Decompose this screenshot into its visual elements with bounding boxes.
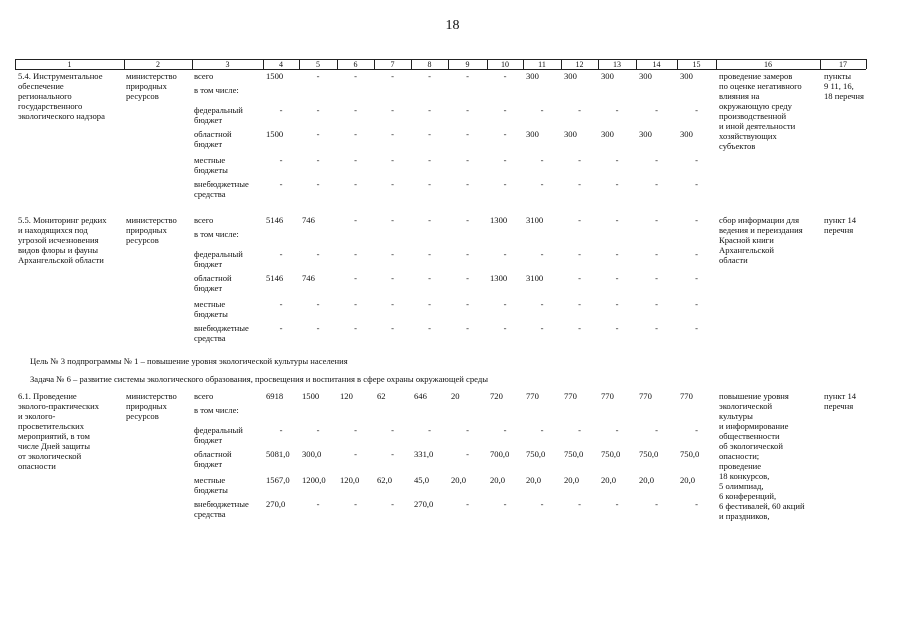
funding-value: - — [615, 215, 619, 225]
funding-value: - — [503, 155, 507, 165]
funding-value: - — [655, 179, 658, 189]
funding-value: - — [391, 71, 394, 81]
funding-value: - — [279, 155, 283, 165]
funding-source: в том числе: — [194, 229, 239, 239]
expected-result: и иной деятельности — [719, 121, 796, 131]
funding-value: - — [540, 105, 544, 115]
funding-value: - — [466, 155, 469, 165]
funding-source: областной — [194, 449, 232, 459]
funding-value: 20,0 — [490, 475, 506, 485]
funding-value: - — [466, 449, 469, 459]
funding-value: 1200,0 — [302, 475, 326, 485]
funding-value: - — [655, 323, 658, 333]
funding-value: 746 — [302, 215, 315, 225]
funding-value: - — [316, 155, 320, 165]
funding-value: 20,0 — [639, 475, 655, 485]
funding-value: - — [655, 425, 658, 435]
funding-source: в том числе: — [194, 405, 239, 415]
expected-result: проведение замеров — [719, 71, 793, 81]
funding-value: - — [695, 323, 698, 333]
funding-value: - — [279, 179, 283, 189]
funding-source: бюджеты — [194, 485, 228, 495]
funding-value: - — [503, 71, 507, 81]
funding-value: - — [428, 249, 431, 259]
expected-result: хозяйствующих — [719, 131, 777, 141]
funding-value: - — [503, 249, 507, 259]
funding-value: - — [428, 299, 431, 309]
funding-source: областной — [194, 129, 232, 139]
executor: природных — [126, 401, 167, 411]
funding-source: средства — [194, 189, 226, 199]
funding-value: - — [428, 425, 431, 435]
funding-value: - — [466, 179, 469, 189]
goal-heading: Цель № 3 подпрограммы № 1 – повышение уровня экологической культуры населения — [30, 356, 348, 366]
funding-value: 20,0 — [526, 475, 542, 485]
expected-result: 6 фестивалей, 60 акций — [719, 501, 805, 511]
funding-value: 646 — [414, 391, 427, 401]
funding-value: - — [391, 215, 394, 225]
expected-result: об экологической — [719, 441, 783, 451]
funding-value: - — [428, 273, 431, 283]
header-cell: 7 — [390, 59, 395, 69]
activity-name: просветительских — [18, 421, 85, 431]
funding-value: - — [695, 425, 698, 435]
funding-value: - — [578, 499, 581, 509]
funding-source: местные — [194, 155, 226, 165]
funding-value: - — [540, 425, 544, 435]
reference: перечня — [824, 225, 854, 235]
funding-value: - — [316, 323, 320, 333]
expected-result: проведение — [719, 461, 762, 471]
funding-value: 331,0 — [414, 449, 434, 459]
funding-value: 20,0 — [680, 475, 696, 485]
reference: пункт 14 — [824, 391, 857, 401]
activity-name: опасности — [18, 461, 56, 471]
funding-source: бюджет — [194, 115, 223, 125]
funding-value: - — [615, 323, 619, 333]
executor: министерство — [126, 215, 177, 225]
expected-result: повышение уровня — [719, 391, 789, 401]
funding-value: - — [615, 299, 619, 309]
activity-name: государственного — [18, 101, 83, 111]
funding-source: внебюджетные — [194, 323, 249, 333]
funding-value: 20 — [451, 391, 460, 401]
funding-value: - — [316, 425, 320, 435]
activity-name: обеспечение — [18, 81, 64, 91]
expected-result: ведения и переиздания — [719, 225, 803, 235]
funding-source: федеральный — [194, 425, 243, 435]
executor: министерство — [126, 71, 177, 81]
activity-name: 5.5. Мониторинг редких — [18, 215, 107, 225]
funding-source: областной — [194, 273, 232, 283]
funding-value: 20,0 — [601, 475, 617, 485]
header-cell: 12 — [575, 59, 584, 69]
funding-value: - — [540, 499, 544, 509]
funding-value: - — [354, 323, 357, 333]
header-col-divider — [866, 59, 867, 69]
header-cell: 15 — [692, 59, 701, 69]
funding-value: - — [391, 105, 394, 115]
funding-source: внебюджетные — [194, 499, 249, 509]
expected-result: 18 конкурсов, — [719, 471, 770, 481]
funding-value: - — [540, 299, 544, 309]
funding-value: - — [391, 449, 394, 459]
header-cell: 9 — [465, 59, 470, 69]
funding-value: - — [391, 249, 394, 259]
funding-value: - — [354, 425, 357, 435]
funding-value: - — [316, 499, 320, 509]
funding-value: 120,0 — [340, 475, 360, 485]
funding-value: - — [354, 499, 357, 509]
funding-value: 770 — [680, 391, 693, 401]
header-cell: 17 — [839, 59, 847, 69]
funding-source: внебюджетные — [194, 179, 249, 189]
funding-value: - — [466, 299, 469, 309]
funding-value: - — [578, 179, 581, 189]
executor: ресурсов — [126, 411, 159, 421]
expected-result: влияния на — [719, 91, 760, 101]
task-heading: Задача № 6 – развитие системы экологического образования, просвещения и воспитания в сфере охраны окружающей среды — [30, 374, 488, 384]
funding-value: 1567,0 — [266, 475, 290, 485]
funding-value: - — [615, 155, 619, 165]
funding-value: 300 — [680, 71, 693, 81]
reference: пункты — [824, 71, 852, 81]
funding-source: всего — [194, 391, 214, 401]
expected-result: окружающую среду — [719, 101, 792, 111]
funding-value: - — [428, 155, 431, 165]
header-bottom-border — [15, 69, 866, 70]
funding-value: - — [695, 179, 698, 189]
expected-result: 5 олимпиад, — [719, 481, 764, 491]
funding-value: - — [354, 71, 357, 81]
funding-value: - — [428, 179, 431, 189]
funding-value: - — [466, 105, 469, 115]
funding-value: 270,0 — [266, 499, 286, 509]
expected-result: культуры — [719, 411, 753, 421]
funding-value: - — [503, 179, 507, 189]
funding-value: 3100 — [526, 273, 544, 283]
funding-value: - — [391, 273, 394, 283]
funding-value: - — [615, 499, 619, 509]
activity-name: Архангельской области — [18, 255, 104, 265]
funding-value: - — [316, 299, 320, 309]
funding-value: - — [428, 323, 431, 333]
funding-value: - — [578, 425, 581, 435]
funding-value: - — [316, 249, 320, 259]
executor: министерство — [126, 391, 177, 401]
funding-source: бюджет — [194, 259, 223, 269]
activity-name: 6.1. Проведение — [18, 391, 77, 401]
funding-value: 300 — [564, 129, 577, 139]
funding-value: 750,0 — [564, 449, 584, 459]
header-cell: 11 — [538, 59, 546, 69]
funding-value: - — [503, 299, 507, 309]
funding-value: 20,0 — [564, 475, 580, 485]
funding-value: 1300 — [490, 273, 508, 283]
funding-value: - — [466, 249, 469, 259]
funding-source: всего — [194, 71, 214, 81]
funding-value: 300 — [564, 71, 577, 81]
funding-value: - — [428, 129, 431, 139]
funding-value: - — [655, 215, 658, 225]
funding-value: 300 — [526, 71, 539, 81]
expected-result: производственной — [719, 111, 787, 121]
funding-value: - — [578, 249, 581, 259]
funding-value: - — [391, 299, 394, 309]
funding-value: 750,0 — [639, 449, 659, 459]
activity-name: регионального — [18, 91, 72, 101]
funding-value: - — [503, 499, 507, 509]
funding-value: - — [655, 249, 658, 259]
funding-value: - — [279, 425, 283, 435]
funding-value: - — [655, 273, 658, 283]
funding-source: бюджет — [194, 139, 223, 149]
funding-value: - — [615, 105, 619, 115]
funding-value: 770 — [564, 391, 577, 401]
expected-result: сбор информации для — [719, 215, 800, 225]
reference: пункт 14 — [824, 215, 857, 225]
funding-value: 300 — [639, 129, 652, 139]
funding-value: 1500 — [302, 391, 320, 401]
expected-result: и праздников, — [719, 511, 770, 521]
funding-value: - — [354, 129, 357, 139]
expected-result: Красной книги — [719, 235, 774, 245]
funding-value: 700,0 — [490, 449, 510, 459]
header-cell: 5 — [316, 59, 320, 69]
funding-value: - — [279, 323, 283, 333]
funding-source: бюджет — [194, 283, 223, 293]
funding-value: 62,0 — [377, 475, 393, 485]
funding-source: местные — [194, 475, 226, 485]
funding-value: - — [354, 299, 357, 309]
funding-source: местные — [194, 299, 226, 309]
activity-name: эколого-практических — [18, 401, 100, 411]
reference: перечня — [824, 401, 854, 411]
funding-value: - — [615, 425, 619, 435]
activity-name: и эколого- — [18, 411, 56, 421]
header-cell: 1 — [67, 59, 72, 69]
funding-value: - — [354, 449, 357, 459]
executor: ресурсов — [126, 235, 159, 245]
funding-value: - — [578, 323, 581, 333]
funding-value: 6918 — [266, 391, 284, 401]
expected-result: экологической — [719, 401, 773, 411]
funding-value: - — [391, 155, 394, 165]
funding-value: - — [316, 105, 320, 115]
funding-value: 1500 — [266, 71, 284, 81]
funding-value: 45,0 — [414, 475, 430, 485]
funding-source: федеральный — [194, 249, 243, 259]
funding-value: - — [695, 215, 698, 225]
funding-value: 300 — [601, 129, 614, 139]
funding-value: - — [466, 273, 469, 283]
expected-result: области — [719, 255, 748, 265]
funding-value: - — [428, 105, 431, 115]
funding-value: - — [695, 155, 698, 165]
funding-value: - — [578, 299, 581, 309]
funding-value: 300 — [680, 129, 693, 139]
header-cell: 6 — [353, 59, 358, 69]
funding-value: 750,0 — [601, 449, 621, 459]
funding-value: 770 — [526, 391, 539, 401]
funding-value: 3100 — [526, 215, 544, 225]
funding-value: 120 — [340, 391, 353, 401]
funding-source: федеральный — [194, 105, 243, 115]
activity-name: от экологической — [18, 451, 82, 461]
funding-value: 5146 — [266, 273, 284, 283]
activity-name: угрозой исчезновения — [18, 235, 99, 245]
reference: 9 11, 16, — [824, 81, 854, 91]
activity-name: мероприятий, в том — [18, 431, 90, 441]
funding-value: 300 — [526, 129, 539, 139]
funding-value: 300 — [639, 71, 652, 81]
funding-value: - — [354, 155, 357, 165]
executor: ресурсов — [126, 91, 159, 101]
funding-value: - — [655, 299, 658, 309]
funding-value: 270,0 — [414, 499, 434, 509]
activity-name: экологического надзора — [18, 111, 105, 121]
funding-value: - — [391, 499, 394, 509]
reference: 18 перечня — [824, 91, 864, 101]
funding-value: - — [391, 323, 394, 333]
funding-source: средства — [194, 509, 226, 519]
funding-value: 5146 — [266, 215, 284, 225]
funding-value: - — [655, 155, 658, 165]
header-cell: 10 — [501, 59, 509, 69]
expected-result: Архангельской — [719, 245, 774, 255]
header-cell: 3 — [225, 59, 230, 69]
funding-value: - — [540, 323, 544, 333]
funding-value: - — [466, 215, 469, 225]
funding-value: - — [695, 299, 698, 309]
funding-value: - — [695, 249, 698, 259]
page-number: 18 — [445, 18, 460, 33]
funding-value: - — [655, 105, 658, 115]
expected-result: опасности; — [719, 451, 760, 461]
funding-value: - — [695, 499, 698, 509]
header-cell: 16 — [764, 59, 772, 69]
funding-value: - — [695, 105, 698, 115]
funding-value: - — [316, 129, 320, 139]
executor: природных — [126, 225, 167, 235]
funding-value: - — [540, 179, 544, 189]
header-cell: 4 — [279, 59, 283, 69]
header-cell: 14 — [652, 59, 661, 69]
funding-source: бюджет — [194, 459, 223, 469]
funding-value: 746 — [302, 273, 315, 283]
funding-value: - — [316, 71, 320, 81]
expected-result: 6 конференций, — [719, 491, 777, 501]
expected-result: субъектов — [719, 141, 756, 151]
funding-value: 62 — [377, 391, 386, 401]
funding-value: - — [578, 155, 581, 165]
funding-value: - — [540, 249, 544, 259]
funding-value: - — [466, 425, 469, 435]
funding-value: - — [466, 71, 469, 81]
funding-value: - — [428, 71, 431, 81]
funding-value: - — [655, 499, 658, 509]
funding-value: 1500 — [266, 129, 284, 139]
funding-value: - — [578, 273, 581, 283]
funding-value: - — [354, 105, 357, 115]
funding-value: - — [578, 105, 581, 115]
funding-value: - — [466, 499, 469, 509]
activity-name: числе Дней защиты — [18, 441, 90, 451]
funding-source: в том числе: — [194, 85, 239, 95]
funding-value: - — [354, 215, 357, 225]
funding-value: 770 — [601, 391, 614, 401]
funding-value: - — [391, 425, 394, 435]
funding-value: - — [695, 273, 698, 283]
funding-value: - — [279, 105, 283, 115]
header-cell: 2 — [156, 59, 160, 69]
funding-value: - — [354, 179, 357, 189]
expected-result: общественности — [719, 431, 780, 441]
funding-source: средства — [194, 333, 226, 343]
funding-value: - — [615, 179, 619, 189]
funding-source: бюджет — [194, 435, 223, 445]
funding-source: бюджеты — [194, 309, 228, 319]
activity-name: 5.4. Инструментальное — [18, 71, 103, 81]
funding-value: - — [503, 129, 507, 139]
funding-value: - — [354, 249, 357, 259]
funding-value: - — [503, 425, 507, 435]
funding-value: - — [503, 323, 507, 333]
header-cell: 8 — [427, 59, 432, 69]
funding-source: бюджеты — [194, 165, 228, 175]
funding-value: - — [503, 105, 507, 115]
funding-value: 750,0 — [526, 449, 546, 459]
funding-value: 300,0 — [302, 449, 322, 459]
funding-value: 720 — [490, 391, 503, 401]
funding-value: 750,0 — [680, 449, 700, 459]
funding-value: - — [279, 299, 283, 309]
funding-value: - — [428, 215, 431, 225]
funding-value: - — [279, 249, 283, 259]
funding-value: 1300 — [490, 215, 508, 225]
funding-value: - — [615, 249, 619, 259]
funding-value: - — [391, 179, 394, 189]
funding-value: - — [540, 155, 544, 165]
funding-value: 300 — [601, 71, 614, 81]
funding-value: - — [578, 215, 581, 225]
funding-value: - — [615, 273, 619, 283]
funding-value: 5081,0 — [266, 449, 290, 459]
activity-name: видов флоры и фауны — [18, 245, 99, 255]
funding-value: 770 — [639, 391, 652, 401]
funding-value: - — [316, 179, 320, 189]
expected-result: и информирование — [719, 421, 789, 431]
executor: природных — [126, 81, 167, 91]
funding-value: 20,0 — [451, 475, 467, 485]
funding-value: - — [391, 129, 394, 139]
funding-value: - — [466, 129, 469, 139]
funding-source: всего — [194, 215, 214, 225]
header-cell: 13 — [613, 59, 621, 69]
expected-result: по оценке негативного — [719, 81, 802, 91]
funding-value: - — [354, 273, 357, 283]
funding-value: - — [466, 323, 469, 333]
activity-name: и находящихся под — [18, 225, 88, 235]
